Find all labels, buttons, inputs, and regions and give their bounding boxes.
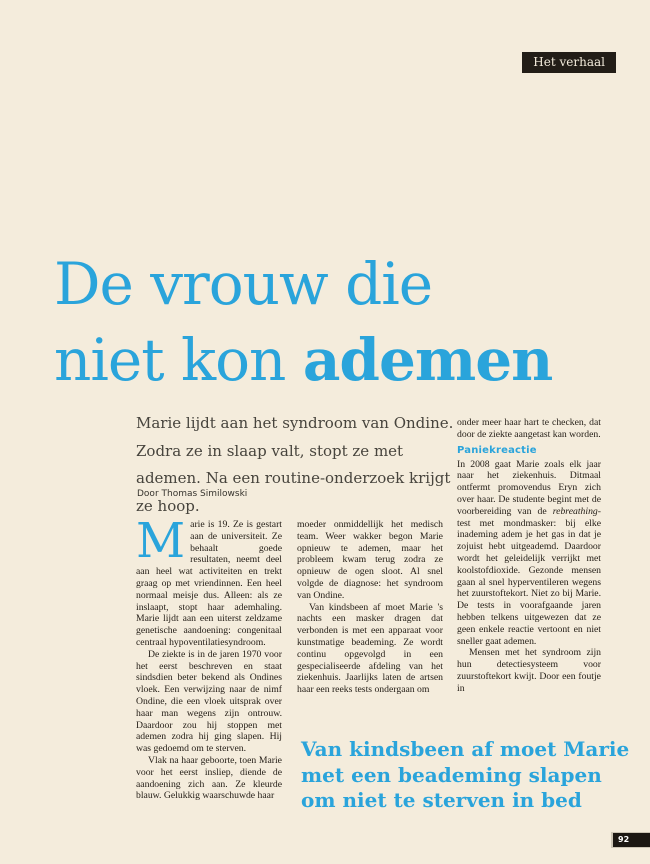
subheading-paniekreactie: Paniekreactie xyxy=(457,444,537,456)
article-byline: Door Thomas Similowski xyxy=(137,489,248,499)
paragraph: moeder onmiddellijk het medisch team. Weer wakker begon Marie opnieuw te ademen, maar het probleem kwam terug zodra ze opnieuw de ogen sloot. Al snel volgde de diagnose: het syndroom van Ondine. xyxy=(297,519,443,601)
article-title xyxy=(54,246,614,398)
paragraph-text: In 2008 gaat Marie zoals elk jaar naar het ziekenhuis. Ditmaal ontfermt promovendus Eryn zich over haar. De studente begint met de voorbereiding van de xyxy=(457,458,601,517)
section-badge xyxy=(522,52,616,73)
article-title-line2 xyxy=(54,322,614,398)
body-column-3 xyxy=(457,417,601,695)
paragraph-text: -test met mondmasker: bij elke inademing adem je het gas in dat je zojuist hebt uitgeademd. Daardoor wordt het geleidelijk verrijkt met koolstofdioxide. Gezonde mensen gaan al snel hyperventileren wegens het zuurstoftekort. Niet zo bij Marie. De tests in voorafgaande jaren hebben telkens uitgewezen dat ze geen enkele reactie vertoont en niet sneller gaat ademen. xyxy=(457,505,601,647)
body-column-2 xyxy=(297,519,443,696)
italic-term: rebreathing xyxy=(552,505,598,517)
paragraph xyxy=(457,459,601,648)
paragraph xyxy=(136,513,282,649)
article-title-line1: De vrouw die xyxy=(54,250,433,318)
paragraph: Vlak na haar geboorte, toen Marie voor het eerst insliep, diende de aandoening zich aan. Ze kleurde blauw. Gelukkig waarschuwde haar xyxy=(136,754,282,802)
article-title-line2-regular: niet kon xyxy=(54,326,303,394)
paragraph-text: arie is 19. Ze is gestart aan de universiteit. Ze behaalt goede resultaten, neemt deel aan heel wat activiteiten en trekt graag op met vriendinnen. Een heel normaal meisje dus. Alleen: als ze inslaapt, stopt haar ademhaling. Marie lijdt aan een uiterst zeldzame genetische aandoening: congenitaal centraal hypoventilatiesyndroom. xyxy=(136,519,282,648)
paragraph: onder meer haar hart te checken, dat door de ziekte aangetast kan worden. xyxy=(457,417,601,440)
dropcap-letter: M xyxy=(136,513,186,569)
page-number-box xyxy=(611,832,650,848)
pull-quote: Van kindsbeen af moet Marie met een beademing slapen om niet te sterven in bed xyxy=(301,737,630,812)
article-title-line2-bold: ademen xyxy=(302,326,553,394)
paragraph: Mensen met het syndroom zijn hun detectiesysteem voor zuurstoftekort kwijt. Door een foutje in xyxy=(457,647,601,694)
section-badge-label: Het verhaal xyxy=(533,55,605,69)
paragraph: De ziekte is in de jaren 1970 voor het eerst beschreven en staat sindsdien beter bekend als Ondines vloek. Een verwijzing naar de nimf Ondine, die een vloek uitsprak over haar man wegens zijn ontrouw. Daardoor zou hij stoppen met ademen zodra hij ging slapen. Hij was gedoemd om te sterven. xyxy=(136,648,282,755)
page-number: 92 xyxy=(618,835,630,844)
body-column-1 xyxy=(136,513,282,802)
article-standfirst: Marie lijdt aan het syndroom van Ondine. Zodra ze in slaap valt, stopt ze met ademen. Na een routine-onderzoek krijgt ze hoop. xyxy=(136,414,454,515)
paragraph: Van kindsbeen af moet Marie 's nachts een masker dragen dat verbonden is met een apparaat voor kunstmatige beademing. Ze wordt continu opgevolgd in een gespecialiseerde afdeling van het ziekenhuis. Jaarlijks laten de artsen haar een reeks tests ondergaan om xyxy=(297,601,443,696)
